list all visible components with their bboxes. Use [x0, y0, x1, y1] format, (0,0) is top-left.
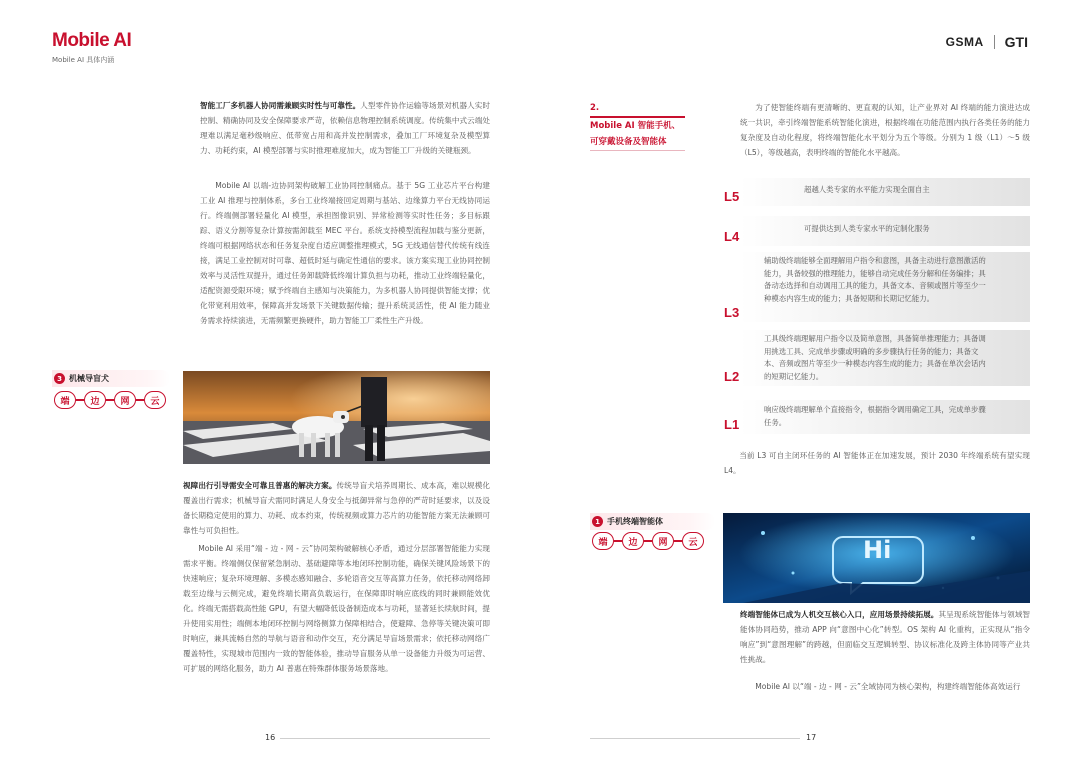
chip-device: 端: [54, 391, 76, 409]
level-row-l5: [724, 178, 1030, 206]
chip-network: 网: [652, 532, 674, 550]
phone-agent-lead: 终端智能体已成为人机交互核心入口，应用场景持续拓展。: [740, 610, 939, 619]
chip-device: 端: [592, 532, 614, 550]
tag-number: 3: [54, 373, 65, 384]
footer-rule-right: [590, 738, 800, 739]
partner-logos: [946, 34, 1028, 50]
level-row-l3: [724, 252, 1030, 322]
guide-dog-lead: 视障出行引导需安全可靠且普惠的解决方案。: [183, 481, 337, 490]
section-title-line1: Mobile AI 智能手机、: [590, 121, 681, 131]
page-number-left: 16: [265, 733, 276, 742]
level-description: 超越人类专家的水平能力实现全面自主: [804, 185, 930, 194]
tag-label: 手机终端智能体: [607, 517, 663, 526]
level-description: 工具级终端理解用户指令以及简单意图，具备简单推理能力；具备调用挑选工具、完成单步骤或明确的多步骤执行任务的能力；具备文本、音频或图片等至少一种模态内容生成的能力；具备在单次会话内的短期记忆能力。: [764, 334, 986, 381]
guide-dog-body: 传统导盲犬培养周期长、成本高，难以规模化覆盖出行需求；机械导盲犬需同时满足人身安全与抵御异常与急停的严苛时延要求，以及设备长期稳定使用的算力、功耗、成本约束，传统视频或算力芯片的功能智能方案无法兼顾可靠性与可负担性。: [183, 481, 491, 535]
brand-subtitle: Mobile AI 具体内涵: [52, 56, 115, 64]
tag-number: 1: [592, 516, 603, 527]
levels-outro-paragraph: 当前 L3 可自主闭环任务的 AI 智能体正在加速发展，预计 2030 年终端系统有望实现 L4。: [724, 451, 1030, 475]
guide-dog-paragraph: [183, 478, 490, 538]
factory-body: 人型零件协作运输等场景对机器人实时控制、精确协同及安全保障要求严苛，依赖信息物理控制系统调度。传统集中式云端处理难以满足毫秒级响应、低带宽占用和高并发控制需求，叠加工厂环境复杂及模型算力、功耗约束，AI 模型部署与实时推理难度加大，成为智能工厂升级的关键瓶颈。: [200, 101, 491, 155]
factory-solution-paragraph: Mobile AI 以端-边协同架构破解工业协同控制痛点。基于 5G 工业芯片平台构建工业 AI 推理与控制体系，多台工业终端接回定周期与基站、边缘算力平台无线协同运行。终端侧部署轻量化 AI 模型，承担图像识别、异常检测等实时性任务；多目标跟踪、语义分割等复杂计算按需卸载至 MEC 平台。系统支持模型流程加载与鉴分更新，终端可根据网络状态和任务复杂度自适应调整推理模式，5G 无线通信替代传统有线连接，满足工业控制对时可靠、超低时延与确定性通信的要求。该方案实现工业协同控制效率与灵活性双提升，通过任务卸载降低终端计算负担与功耗，推动工业终端轻量化，适配资源受限环境；赋予终端自主感知与决策能力，为多机器人协同提供智能支撑；优化带宽利用效率，保障高并发场景下关键数据传输；提升系统灵活性，使 AI 能力随业务需求持续演进，无需频繁更换硬件，助力智能工厂柔性生产升级。: [200, 181, 490, 325]
guide-dog-photo: [183, 371, 490, 464]
level-description: 可提供达到人类专家水平的定制化服务: [804, 224, 930, 233]
level-row-l2: [724, 330, 1030, 386]
phone-agent-architecture-paragraph: Mobile AI 以“端 - 边 - 网 - 云”全域协同为核心架构，构建终端智能体高效运行: [755, 682, 1021, 691]
factory-paragraph: [200, 98, 490, 158]
level-code: L2: [724, 369, 740, 384]
level-description: 辅助级终端能够全面理解用户指令和意图，具备主动进行意图激活的能力，具备较强的推理能力，能够自动完成任务分解和任务编排；具备动态选择和自动调用工具的能力，具备文本、音频或图片等至少一种模态内容生成的能力；具备短期和长期记忆能力。: [764, 256, 986, 303]
level-row-l4: [724, 216, 1030, 246]
level-code: L4: [724, 229, 740, 244]
tag-label: 机械导盲犬: [69, 374, 109, 383]
logo-divider: [994, 35, 995, 49]
section-number: 2.: [590, 103, 600, 113]
brand-block: [52, 30, 131, 65]
level-code: L5: [724, 189, 740, 204]
architecture-chips-left: [54, 391, 166, 409]
section-heading-block: [590, 100, 685, 151]
page-number-right: 17: [806, 733, 817, 742]
architecture-chips-right: [592, 532, 704, 550]
levels-intro-paragraph: 为了使智能终端有更清晰的、更直观的认知，让产业界对 AI 终端的能力演进达成统一共识，牵引终端智能系统智能化演进，根据终端在功能范围内执行各类任务的能力复杂度及自动化程度，将终端智能化水平划分为五个等级。分别为 1 级（L1）～5 级（L5），等级越高，表明终端的智能化水平越高。: [740, 103, 1030, 157]
section-title-line2: 可穿戴设备及智能体: [590, 137, 667, 147]
factory-lead: 智能工厂多机器人协同需兼顾实时性与可靠性。: [200, 101, 361, 110]
brand-title: Mobile AI: [52, 30, 132, 51]
gti-logo: GTI: [1004, 34, 1028, 50]
phone-agent-body: 其呈现系统智能体与领域智能体协同趋势，推动 APP 向“意图中心化”转型。OS 架构 AI 化重构，正实现从“指令响应”到“意图理解”的跨越，但面临交互逻辑转型、协议标准化及跨主体协同等产业共性挑战。: [740, 610, 1031, 664]
footer-rule-left: [280, 738, 490, 739]
gsma-logo: GSMA: [945, 35, 984, 49]
chip-cloud: 云: [682, 532, 704, 550]
level-description: 响应级终端理解单个直接指令，根据指令调用确定工具，完成单步骤任务。: [764, 405, 986, 427]
photo-greeting-text: Hi: [863, 536, 892, 564]
phone-agent-photo: [723, 513, 1030, 603]
guide-dog-solution-paragraph: Mobile AI 采用“端 - 边 - 网 - 云”协同架构破解核心矛盾，通过分层部署智能能力实现需求平衡。终端侧仅保留紧急制动、基础避障等本地闭环控制功能，确保关键风险场景下的快速响应；复杂环境理解、多模态感知融合、多轮语音交互等高算力任务，依托移动网络卸载至边缘与云侧完成，避免终端长期高负载运行，在保障即时响应底线的同时兼顾能效优化。终端无需搭载高性能 GPU，有望大幅降低设备制造成本与功耗，显著延长续航时间，提升使用实用性；端侧本地闭环控制与网络侧算力保障相结合，使避障、急停等关键决策可即时响应，兼具流畅自然的导航与语音和动作交互，充分满足导盲场景需求；依托移动网络广覆盖特性，实现城市范围内一致的智能体验，推动导盲服务从单一设备能力升级为可运营、可扩展的网络化服务，助力 AI 普惠在特殊群体服务场景落地。: [183, 544, 490, 673]
chip-network: 网: [114, 391, 136, 409]
section-tag-guide-dog: [52, 370, 170, 387]
section-tag-phone-agent: [590, 513, 715, 530]
chip-edge: 边: [84, 391, 106, 409]
chip-edge: 边: [622, 532, 644, 550]
level-row-l1: [724, 400, 1030, 434]
level-code: L1: [724, 417, 740, 432]
phone-agent-paragraph: [740, 607, 1030, 667]
chip-cloud: 云: [144, 391, 166, 409]
level-code: L3: [724, 305, 740, 320]
